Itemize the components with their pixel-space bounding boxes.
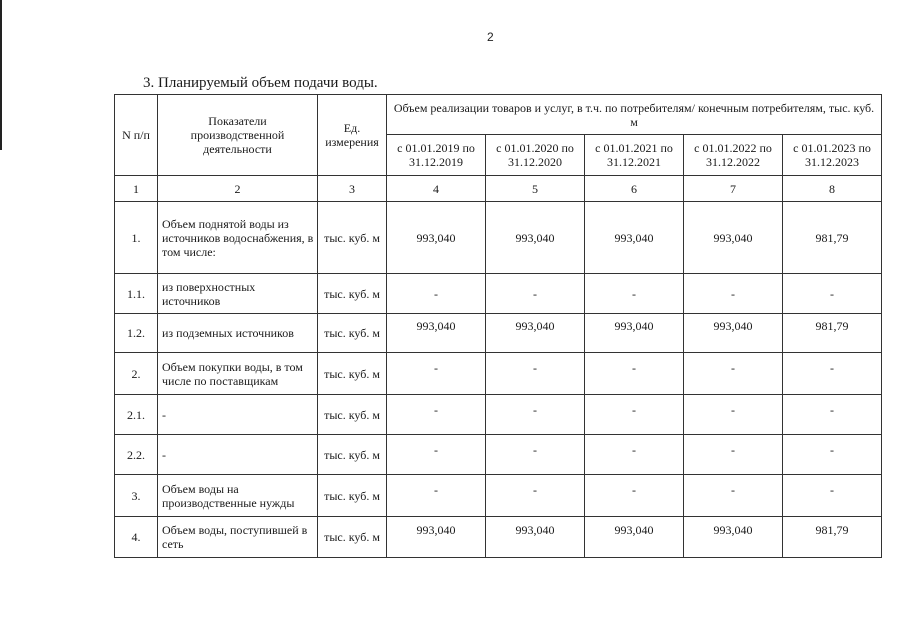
col-number: 2: [158, 176, 318, 202]
table-row: [115, 314, 882, 353]
row-value: -: [585, 435, 684, 475]
header-period: с 01.01.2022 по 31.12.2022: [684, 135, 783, 176]
header-num: N п/п: [115, 95, 158, 176]
row-value: 981,79: [783, 314, 882, 353]
row-value: 981,79: [783, 517, 882, 558]
row-num: 2.1.: [115, 395, 158, 435]
row-value: -: [585, 274, 684, 314]
row-value: 993,040: [585, 314, 684, 353]
row-num: 3.: [115, 475, 158, 517]
header-group: Объем реализации товаров и услуг, в т.ч. по потребителям/ конечным потребителям, тыс. куб. м: [387, 95, 882, 135]
row-unit: тыс. куб. м: [318, 435, 387, 475]
row-value: -: [387, 475, 486, 517]
row-value: -: [684, 274, 783, 314]
col-number: 4: [387, 176, 486, 202]
row-value: -: [684, 353, 783, 395]
row-name: Объем покупки воды, в том числе по поставщикам: [158, 353, 318, 395]
scan-edge-mark: [0, 0, 2, 150]
row-value: -: [783, 395, 882, 435]
row-value: -: [783, 274, 882, 314]
row-unit: тыс. куб. м: [318, 395, 387, 435]
table-row: [115, 517, 882, 558]
header-unit: Ед. измерения: [318, 95, 387, 176]
row-num: 1.2.: [115, 314, 158, 353]
header-period: с 01.01.2023 по 31.12.2023: [783, 135, 882, 176]
table-row: [115, 395, 882, 435]
col-number: 7: [684, 176, 783, 202]
row-value: 993,040: [684, 517, 783, 558]
row-value: 993,040: [486, 517, 585, 558]
row-value: 993,040: [387, 202, 486, 274]
row-value: -: [783, 475, 882, 517]
row-num: 1.1.: [115, 274, 158, 314]
row-name: -: [158, 435, 318, 475]
row-value: -: [585, 353, 684, 395]
page-number: 2: [487, 30, 494, 44]
col-number: 6: [585, 176, 684, 202]
row-unit: тыс. куб. м: [318, 274, 387, 314]
row-value: -: [387, 395, 486, 435]
row-name: Объем поднятой воды из источников водоснабжения, в том числе:: [158, 202, 318, 274]
row-name: из поверхностных источников: [158, 274, 318, 314]
row-value: -: [783, 435, 882, 475]
row-value: 993,040: [684, 314, 783, 353]
header-period: с 01.01.2020 по 31.12.2020: [486, 135, 585, 176]
col-number: 8: [783, 176, 882, 202]
row-value: -: [486, 435, 585, 475]
row-name: Объем воды на производственные нужды: [158, 475, 318, 517]
row-value: -: [783, 353, 882, 395]
row-num: 4.: [115, 517, 158, 558]
table-row: [115, 353, 882, 395]
water-supply-table: [114, 94, 882, 558]
row-value: -: [486, 353, 585, 395]
row-value: 993,040: [486, 314, 585, 353]
row-value: -: [585, 395, 684, 435]
row-name: -: [158, 395, 318, 435]
table-row: [115, 202, 882, 274]
row-value: -: [486, 274, 585, 314]
row-value: -: [486, 475, 585, 517]
row-unit: тыс. куб. м: [318, 475, 387, 517]
row-name: из подземных источников: [158, 314, 318, 353]
header-indicator: Показатели производственной деятельности: [158, 95, 318, 176]
row-unit: тыс. куб. м: [318, 353, 387, 395]
row-value: -: [486, 395, 585, 435]
table-row: [115, 435, 882, 475]
table-row: [115, 274, 882, 314]
row-value: -: [684, 435, 783, 475]
row-value: -: [387, 274, 486, 314]
row-value: 993,040: [585, 517, 684, 558]
row-value: 981,79: [783, 202, 882, 274]
row-unit: тыс. куб. м: [318, 202, 387, 274]
row-value: -: [387, 435, 486, 475]
row-value: 993,040: [585, 202, 684, 274]
row-value: -: [585, 475, 684, 517]
row-value: 993,040: [387, 314, 486, 353]
row-value: 993,040: [684, 202, 783, 274]
row-num: 2.2.: [115, 435, 158, 475]
row-num: 1.: [115, 202, 158, 274]
row-unit: тыс. куб. м: [318, 517, 387, 558]
header-period: с 01.01.2019 по 31.12.2019: [387, 135, 486, 176]
row-name: Объем воды, поступившей в сеть: [158, 517, 318, 558]
row-value: -: [684, 475, 783, 517]
header-period: с 01.01.2021 по 31.12.2021: [585, 135, 684, 176]
col-number: 5: [486, 176, 585, 202]
row-value: 993,040: [387, 517, 486, 558]
row-value: 993,040: [486, 202, 585, 274]
row-num: 2.: [115, 353, 158, 395]
section-heading: 3. Планируемый объем подачи воды.: [143, 75, 378, 91]
table-row: [115, 475, 882, 517]
row-value: -: [684, 395, 783, 435]
col-number: 1: [115, 176, 158, 202]
col-number: 3: [318, 176, 387, 202]
row-unit: тыс. куб. м: [318, 314, 387, 353]
row-value: -: [387, 353, 486, 395]
